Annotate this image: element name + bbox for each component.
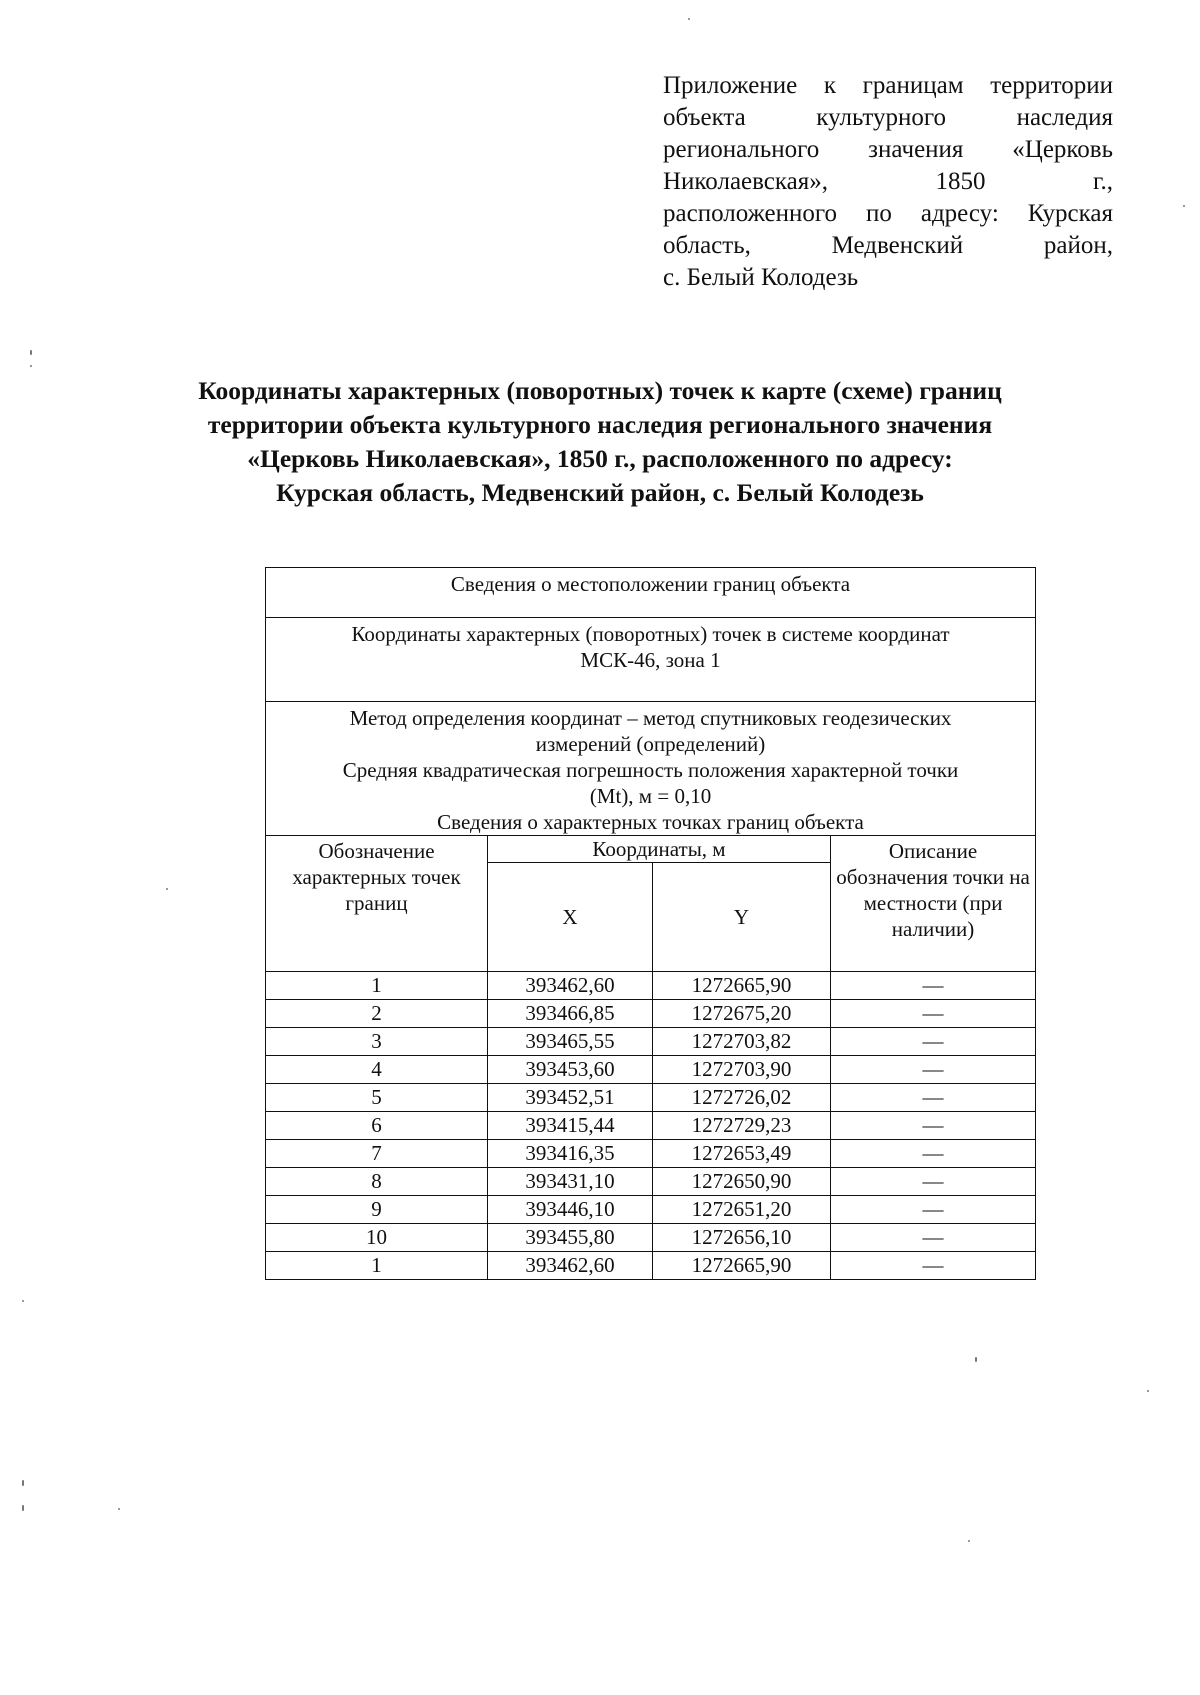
point-cell: 2 [266,1000,488,1028]
description-cell: — [831,1000,1036,1028]
scan-speck [30,350,32,355]
method-cell [266,702,1036,836]
table-row [266,1140,1036,1168]
point-cell: 7 [266,1140,488,1168]
scan-speck [688,18,690,20]
coordinate-system-line: МСК-46, зона 1 [580,648,721,672]
description-cell: — [831,1224,1036,1252]
table-row [266,1224,1036,1252]
header-y: Y [653,863,831,972]
point-cell: 3 [266,1028,488,1056]
scan-speck [1147,1390,1149,1392]
title-line: «Церковь Николаевская», 1850 г., расположенного по адресу: [247,444,953,473]
method-line: Метод определения координат – метод спутниковых геодезических [349,706,952,730]
table-row [266,1112,1036,1140]
header-x: X [488,863,653,972]
x-cell: 393455,80 [488,1224,653,1252]
y-cell: 1272726,02 [653,1084,831,1112]
description-cell: — [831,1028,1036,1056]
y-cell: 1272665,90 [653,1252,831,1280]
table-row [266,1084,1036,1112]
x-cell: 393466,85 [488,1000,653,1028]
points-title: Сведения о характерных точках границ объекта [437,810,864,834]
point-cell: 10 [266,1224,488,1252]
x-cell: 393446,10 [488,1196,653,1224]
x-cell: 393462,60 [488,972,653,1000]
description-cell: — [831,972,1036,1000]
point-cell: 9 [266,1196,488,1224]
description-cell: — [831,1084,1036,1112]
point-cell: 4 [266,1056,488,1084]
description-cell: — [831,1196,1036,1224]
y-cell: 1272656,10 [653,1224,831,1252]
coordinates-table [265,567,1036,1280]
x-cell: 393452,51 [488,1084,653,1112]
y-cell: 1272703,90 [653,1056,831,1084]
table-row [266,1056,1036,1084]
scan-speck [1183,205,1185,207]
y-cell: 1272665,90 [653,972,831,1000]
scan-speck [118,1508,120,1510]
annex-note [663,70,1113,294]
y-cell: 1272653,49 [653,1140,831,1168]
description-cell: — [831,1252,1036,1280]
section-title: Сведения о местоположении границ объекта [266,568,1036,618]
annex-line: Приложение к границам территории [663,72,1113,99]
table-body [266,972,1036,1280]
scan-speck [975,1357,977,1362]
point-cell: 1 [266,1252,488,1280]
table-row [266,1168,1036,1196]
header-description: Описание обозначения точки на местности (при наличии) [831,836,1036,972]
description-cell: — [831,1168,1036,1196]
point-cell: 1 [266,972,488,1000]
description-cell: — [831,1140,1036,1168]
point-cell: 6 [266,1112,488,1140]
scan-speck [166,888,168,890]
y-cell: 1272675,20 [653,1000,831,1028]
annex-line: область, Медвенский район, [663,232,1113,259]
document-title [150,374,1050,510]
table-row [266,1252,1036,1280]
x-cell: 393465,55 [488,1028,653,1056]
title-line: территории объекта культурного наследия регионального значения [207,410,993,439]
title-line: Курская область, Медвенский район, с. Белый Колодезь [276,478,924,507]
x-cell: 393462,60 [488,1252,653,1280]
y-cell: 1272650,90 [653,1168,831,1196]
y-cell: 1272703,82 [653,1028,831,1056]
point-cell: 5 [266,1084,488,1112]
title-line: Координаты характерных (поворотных) точек к карте (схеме) границ [198,376,1002,405]
x-cell: 393416,35 [488,1140,653,1168]
annex-line: объекта культурного наследия [663,104,1113,131]
scan-speck [22,1480,24,1486]
annex-line: расположенного по адресу: Курская [663,200,1113,227]
y-cell: 1272651,20 [653,1196,831,1224]
point-cell: 8 [266,1168,488,1196]
header-designation: Обозначение характерных точек границ [266,836,488,972]
x-cell: 393453,60 [488,1056,653,1084]
x-cell: 393415,44 [488,1112,653,1140]
scan-speck [968,1540,970,1542]
description-cell: — [831,1056,1036,1084]
annex-line: с. Белый Колодезь [663,264,859,291]
coordinate-system-cell [266,618,1036,702]
scan-speck [30,365,32,367]
coordinate-system-line: Координаты характерных (поворотных) точек в системе координат [351,622,950,646]
y-cell: 1272729,23 [653,1112,831,1140]
table-row [266,1196,1036,1224]
scan-speck [22,1505,24,1511]
x-cell: 393431,10 [488,1168,653,1196]
table-row [266,1000,1036,1028]
accuracy-line: (Mt), м = 0,10 [589,784,712,808]
description-cell: — [831,1112,1036,1140]
table-row [266,972,1036,1000]
scan-speck [22,1300,24,1302]
header-coordinates: Координаты, м [488,836,831,863]
annex-line: регионального значения «Церковь [663,136,1113,163]
annex-line: Николаевская», 1850 г., [663,168,1113,195]
accuracy-line: Средняя квадратическая погрешность положения характерной точки [342,758,959,782]
method-line: измерений (определений) [535,732,766,756]
table-row [266,1028,1036,1056]
